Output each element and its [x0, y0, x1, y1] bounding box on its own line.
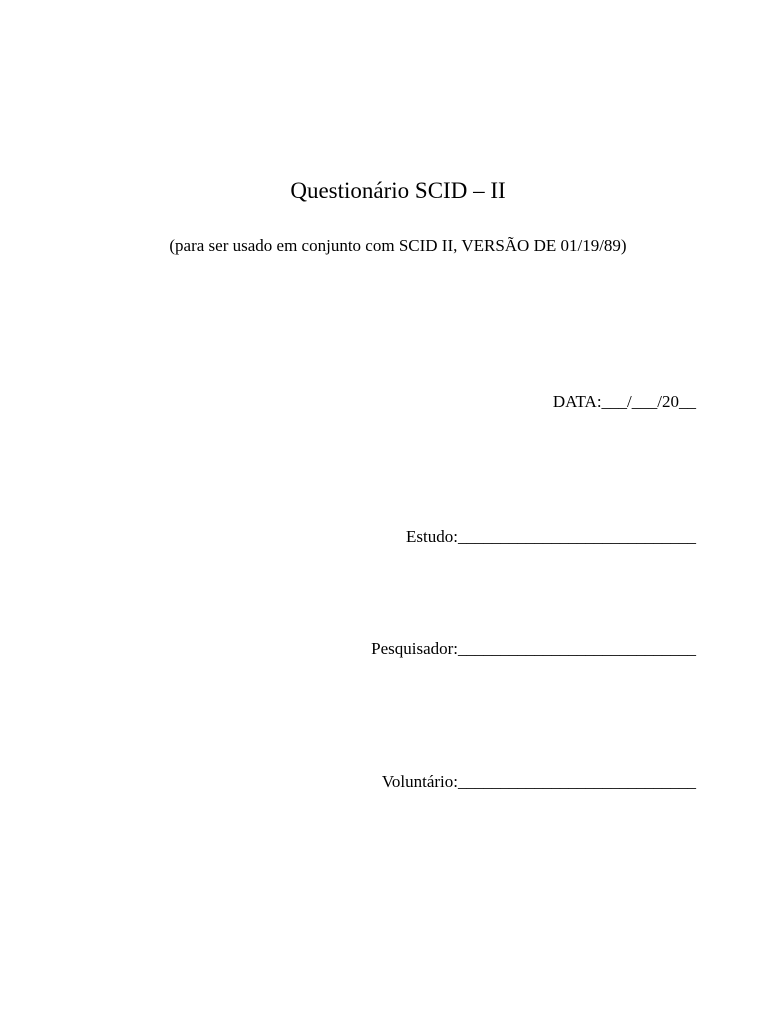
researcher-field: Pesquisador:____________________________	[371, 639, 696, 658]
document-subtitle: (para ser usado em conjunto com SCID II, VERSÃO DE 01/19/89)	[169, 236, 627, 255]
volunteer-field: Voluntário:____________________________	[381, 772, 696, 791]
document-title: Questionário SCID – II	[290, 178, 506, 203]
date-field: DATA:___/___/20__	[552, 392, 696, 411]
study-field: Estudo:____________________________	[406, 527, 696, 546]
